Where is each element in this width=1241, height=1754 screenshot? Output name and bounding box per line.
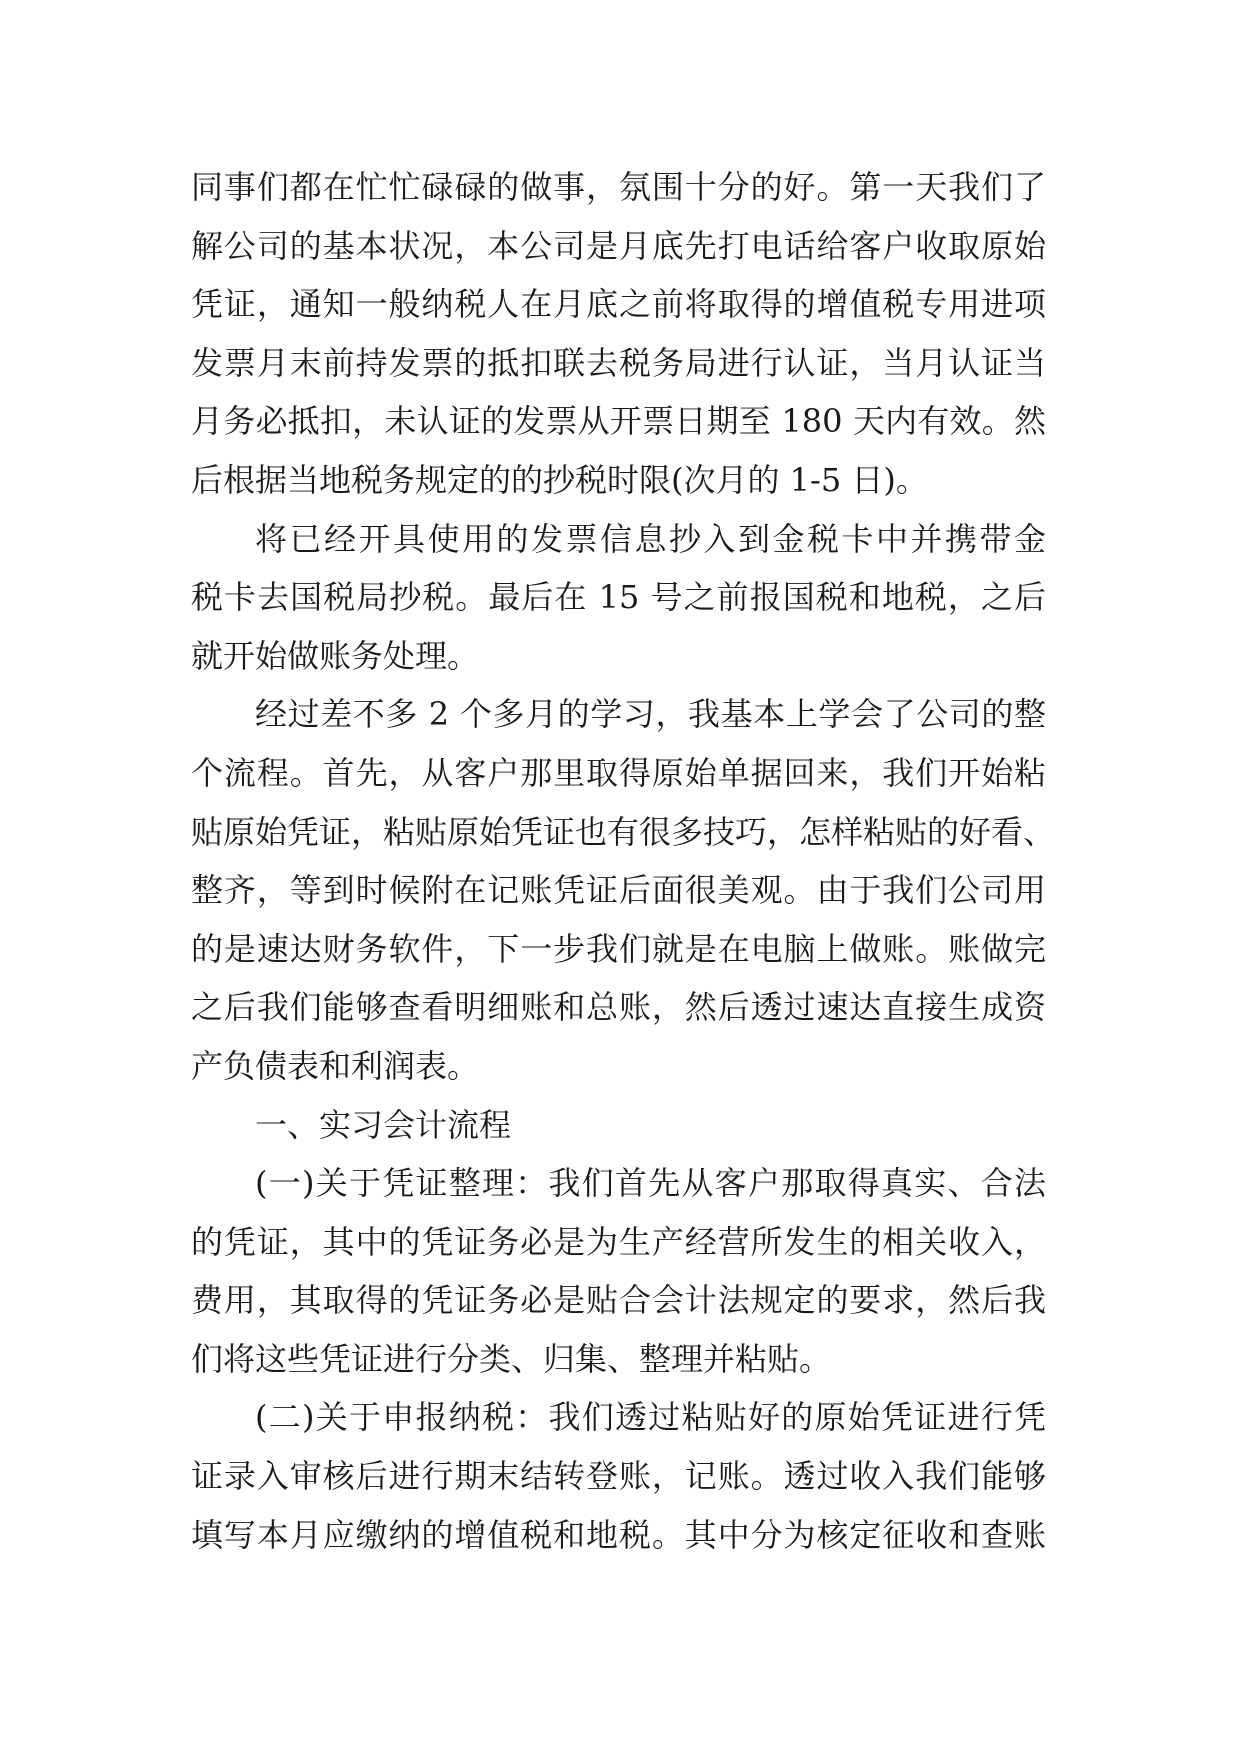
text-line: 个流程。首先，从客户那里取得原始单据回来，我们开始粘: [191, 753, 1046, 792]
text-line: 费用，其取得的凭证务必是贴合会计法规定的要求，然后我: [191, 1281, 1046, 1320]
text-line: 后根据当地税务规定的的抄税时限(次月的 1-5 日)。: [191, 460, 928, 499]
text-line: 贴原始凭证，粘贴原始凭证也有很多技巧，怎样粘贴的好看、: [191, 812, 1056, 851]
text-line: 经过差不多 2 个多月的学习，我基本上学会了公司的整: [255, 695, 1046, 734]
text-line: 产负债表和利润表。: [191, 1046, 480, 1085]
document-body: [191, 158, 1056, 1564]
text-line: 税卡去国税局抄税。最后在 15 号之前报国税和地税，之后: [191, 578, 1046, 617]
text-line: 的是速达财务软件，下一步我们就是在电脑上做账。账做完: [191, 929, 1046, 968]
text-line: 发票月末前持发票的抵扣联去税务局进行认证，当月认证当: [191, 343, 1046, 382]
text-line: 解公司的基本状况，本公司是月底先打电话给客户收取原始: [191, 226, 1046, 265]
text-line: 之后我们能够查看明细账和总账，然后透过速达直接生成资: [191, 988, 1046, 1027]
text-line: 整齐，等到时候附在记账凭证后面很美观。由于我们公司用: [191, 871, 1046, 910]
text-line: (一)关于凭证整理：我们首先从客户那取得真实、合法: [255, 1164, 1046, 1203]
text-line: 月务必抵扣，未认证的发票从开票日期至 180 天内有效。然: [191, 402, 1046, 441]
text-line: 同事们都在忙忙碌碌的做事，氛围十分的好。第一天我们了: [191, 168, 1046, 206]
text-line: 证录入审核后进行期末结转登账，记账。透过收入我们能够: [191, 1457, 1046, 1496]
text-line: 填写本月应缴纳的增值税和地税。其中分为核定征收和查账: [191, 1515, 1046, 1554]
text-line: 就开始做账务处理。: [191, 636, 480, 675]
text-line: 们将这些凭证进行分类、归集、整理并粘贴。: [191, 1339, 832, 1378]
text-line: (二)关于申报纳税：我们透过粘贴好的原始凭证进行凭: [255, 1398, 1046, 1437]
text-line: 的凭证，其中的凭证务必是为生产经营所发生的相关收入，: [191, 1222, 1046, 1261]
text-line: 将已经开具使用的发票信息抄入到金税卡中并携带金: [255, 519, 1046, 558]
text-line: 凭证，通知一般纳税人在月底之前将取得的增值税专用进项: [191, 285, 1046, 324]
text-line: 一、实习会计流程: [255, 1105, 512, 1144]
